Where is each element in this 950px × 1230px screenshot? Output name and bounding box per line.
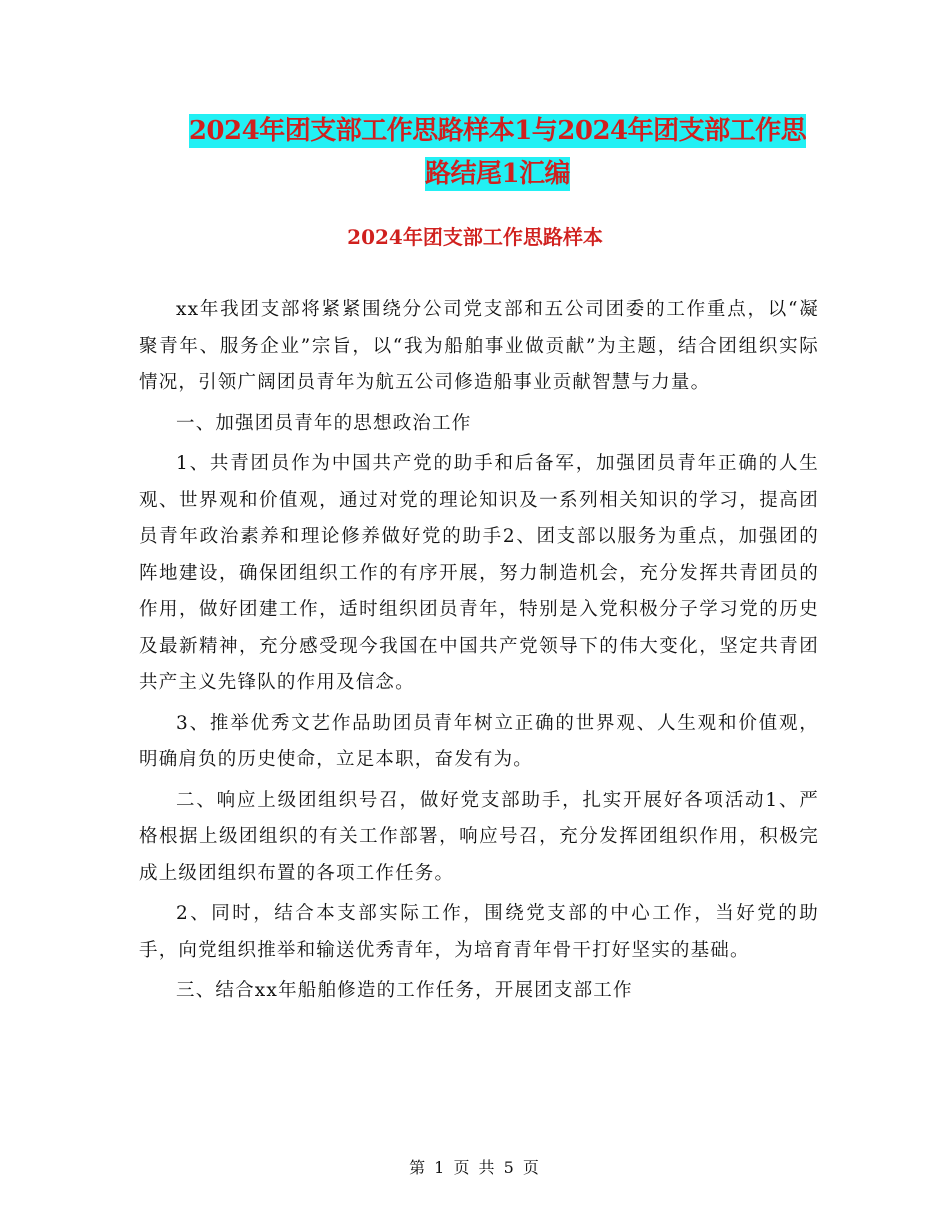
- section-title: 2024年团支部工作思路样本: [347, 225, 603, 249]
- paragraph-intro: xx年我团支部将紧紧围绕分公司党支部和五公司团委的工作重点，以“凝聚青年、服务企业”宗旨，以“我为船舶事业做贡献”为主题，结合团组织实际情况，引领广阔团员青年为航五公司修造船事业贡献智慧与力量。: [139, 299, 819, 393]
- document-body: [139, 292, 819, 1014]
- paragraph-heading-3: 三、结合xx年船舶修造的工作任务，开展团支部工作: [176, 980, 633, 1001]
- paragraph-item-3: 3、推举优秀文艺作品助团员青年树立正确的世界观、人生观和价值观，明确肩负的历史使命，立足本职，奋发有为。: [139, 712, 819, 770]
- paragraph-heading-1: 一、加强团员青年的思想政治工作: [176, 412, 472, 434]
- paragraph-item-2b: 2、同时，结合本支部实际工作，围绕党支部的中心工作，当好党的助手，向党组织推举和输送优秀青年，为培育青年骨干打好坚实的基础。: [139, 903, 819, 961]
- title-line-2: 路结尾1汇编: [424, 159, 571, 189]
- paragraph-heading-2: 二、响应上级团组织号召，做好党支部助手，扎实开展好各项活动1、严格根据上级团组织的有关工作部署，响应号召，充分发挥团组织作用，积极完成上级团组织布置的各项工作任务。: [139, 789, 819, 884]
- paragraph-item-1: 1、共青团员作为中国共产党的助手和后备军，加强团员青年正确的人生观、世界观和价值观，通过对党的理论知识及一系列相关知识的学习，提高团员青年政治素养和理论修养做好党的助手2、团支部以服务为重点，加强团的阵地建设，确保团组织工作的有序开展，努力制造机会，充分发挥共青团员的作用，做好团建工作，适时组织团员青年，特别是入党积极分子学习党的历史及最新精神，充分感受现今我国在中国共产党领导下的伟大变化，坚定共青团共产主义先锋队的作用及信念。: [139, 453, 819, 693]
- document-title: [140, 110, 855, 196]
- page-footer: 第 1 页 共 5 页: [409, 1158, 541, 1177]
- title-line-1: 2024年团支部工作思路样本1与2024年团支部工作思: [188, 116, 807, 146]
